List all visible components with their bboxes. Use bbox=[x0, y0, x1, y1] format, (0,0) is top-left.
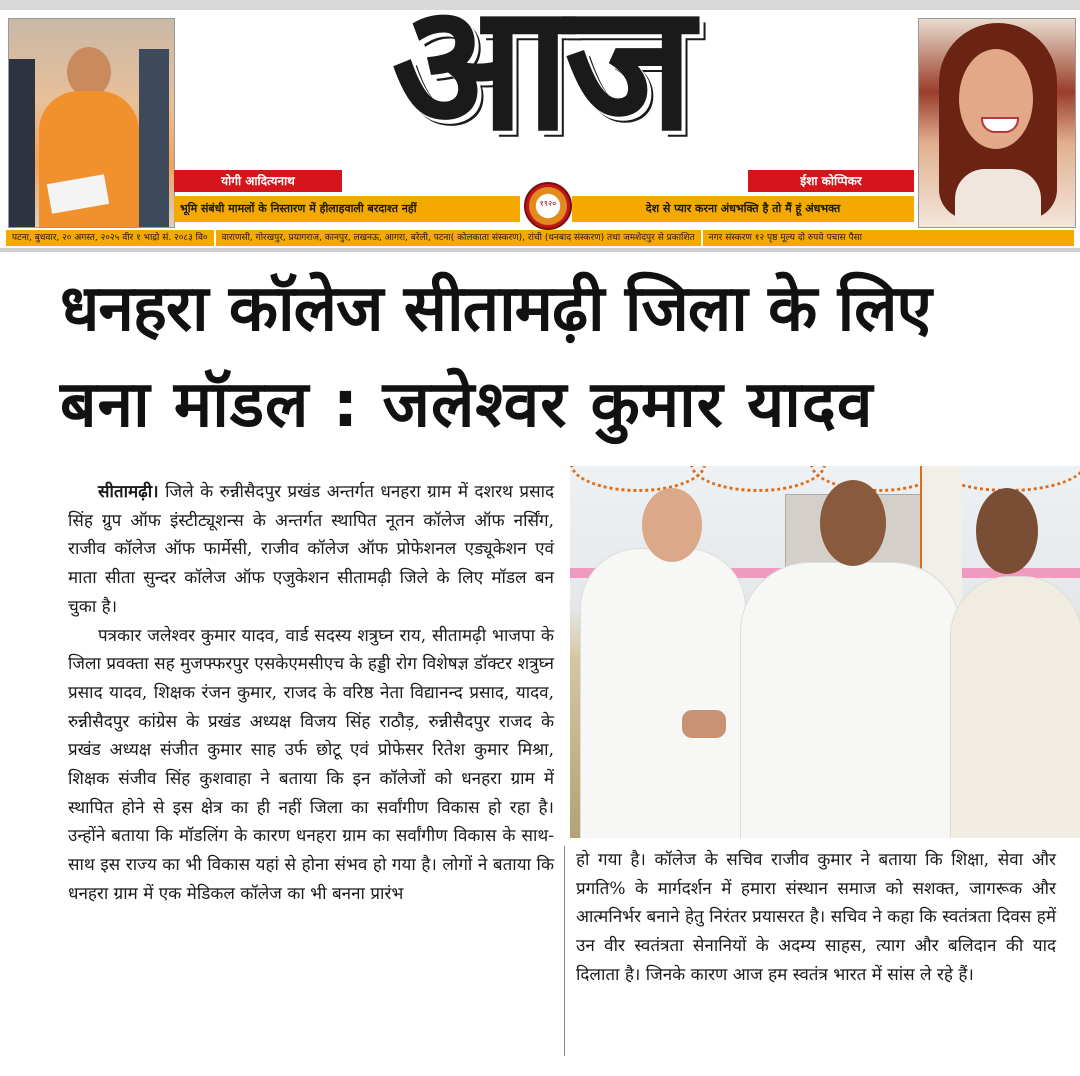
emblem-text: १९२० bbox=[539, 199, 557, 208]
headline-line-1: धनहरा कॉलेज सीतामढ़ी जिला के लिए bbox=[60, 272, 931, 346]
masthead-divider bbox=[0, 248, 1080, 252]
article-left-column bbox=[68, 478, 554, 909]
dateline-right: नगर संस्करण १२ पृष्ठ मूल्य दो रुपये पचास पैसा bbox=[708, 233, 863, 243]
right-quote-bar: देश से प्यार करना अंधभक्ति है तो मैं हूं अंधभक्त bbox=[572, 196, 914, 222]
left-portrait-photo bbox=[8, 18, 175, 228]
dateline-bar bbox=[6, 230, 1074, 246]
column-divider bbox=[564, 846, 565, 1056]
left-name-tag: योगी आदित्यनाथ bbox=[174, 170, 342, 192]
logo-text: आज bbox=[391, 0, 689, 170]
headline-line-2: बना मॉडल : जलेश्वर कुमार यादव bbox=[60, 368, 874, 442]
paragraph-1 bbox=[68, 478, 554, 622]
paragraph-1-text: जिले के रुन्नीसैदपुर प्रखंड अन्तर्गत धनहरा ग्राम में दशरथ प्रसाद सिंह ग्रुप ऑफ इंस्टीट्यूशन्स के अन्तर्गत स्थापित नूतन कॉलेज ऑफ नर्सिंग, राजीव कॉलेज ऑफ फार्मेसी, राजीव कॉलेज ऑफ प्रोफेशनल एड्यूकेशन एवं माता सीता सुन्दर कॉलेज ऑफ एजुकेशन सीतामढ़ी जिले के लिए मॉडल बन चुका है। bbox=[68, 482, 554, 617]
dateline-mid: वाराणसी, गोरखपुर, प्रयागराज, कानपुर, लखनऊ, आगरा, बरेली, पटना( कोलकाता संस्करण), रांची (धनबाद संस्करण) तथा जमशेदपुर से प्रकाशित bbox=[216, 230, 703, 246]
newspaper-logo bbox=[330, 0, 750, 185]
masthead-emblem-icon bbox=[524, 182, 572, 230]
right-name-tag: ईशा कोप्पिकर bbox=[748, 170, 914, 192]
dateline-left: पटना, बुधवार, २० अगस्त, २०२५ वीर १ भाद्रो सं. २०८३ वि० bbox=[6, 230, 216, 246]
left-quote-bar: भूमि संबंधी मामलों के निस्तारण में हीलाहवाली बरदाश्त नहीं bbox=[174, 196, 520, 222]
paragraph-3: हो गया है। कॉलेज के सचिव राजीव कुमार ने बताया कि शिक्षा, सेवा और प्रगति% के मार्गदर्शन में हमारा संस्थान समाज को सशक्त, जागरूक और आत्मनिर्भर बनाने हेतु निरंतर प्रयासरत है। सचिव ने कहा कि स्वतंत्रता दिवस हमें उन वीर स्वतंत्रता सेनानियों के अदम्य साहस, त्याग और बलिदान की याद दिलाता है। जिनके कारण आज हम स्वतंत्र भारत में सांस ले रहे हैं। bbox=[576, 850, 1056, 985]
article-photo bbox=[570, 466, 1080, 838]
article-right-column bbox=[576, 846, 1056, 990]
paragraph-2: पत्रकार जलेश्वर कुमार यादव, वार्ड सदस्य शत्रुघ्न राय, सीतामढ़ी भाजपा के जिला प्रवक्ता सह मुजफ्फरपुर एसकेएमसीएच के हड्डी रोग विशेषज्ञ डॉक्टर शत्रुघ्न प्रसाद यादव, शिक्षक रंजन कुमार, राजद के वरिष्ठ नेता विद्यानन्द प्रसाद, यादव, रुन्नीसैदपुर कांग्रेस के प्रखंड अध्यक्ष विजय सिंह राठौड़, रुन्नीसैदपुर राजद के प्रखंड अध्यक्ष संजीत कुमार साह उर्फ छोटू एवं प्रोफेसर रितेश कुमार मिश्रा, शिक्षक संजीव सिंह कुशवाहा ने बताया कि इन कॉलेजों को धनहरा ग्राम में स्थापित होने से इस क्षेत्र का ही नहीं जिला का सर्वांगीण विकास हो रहा है। उन्होंने बताया कि मॉडलिंग के कारण धनहरा ग्राम का सर्वांगीण विकास के साथ-साथ इस राज्य का भी विकास यहां से होना संभव हो गया है। लोगों ने बताया कि धनहरा ग्राम में एक मेडिकल कॉलेज का भी बनना प्रारंभ bbox=[68, 625, 554, 904]
article-dateline: सीतामढ़ी। bbox=[98, 482, 159, 502]
right-portrait-photo bbox=[918, 18, 1076, 228]
